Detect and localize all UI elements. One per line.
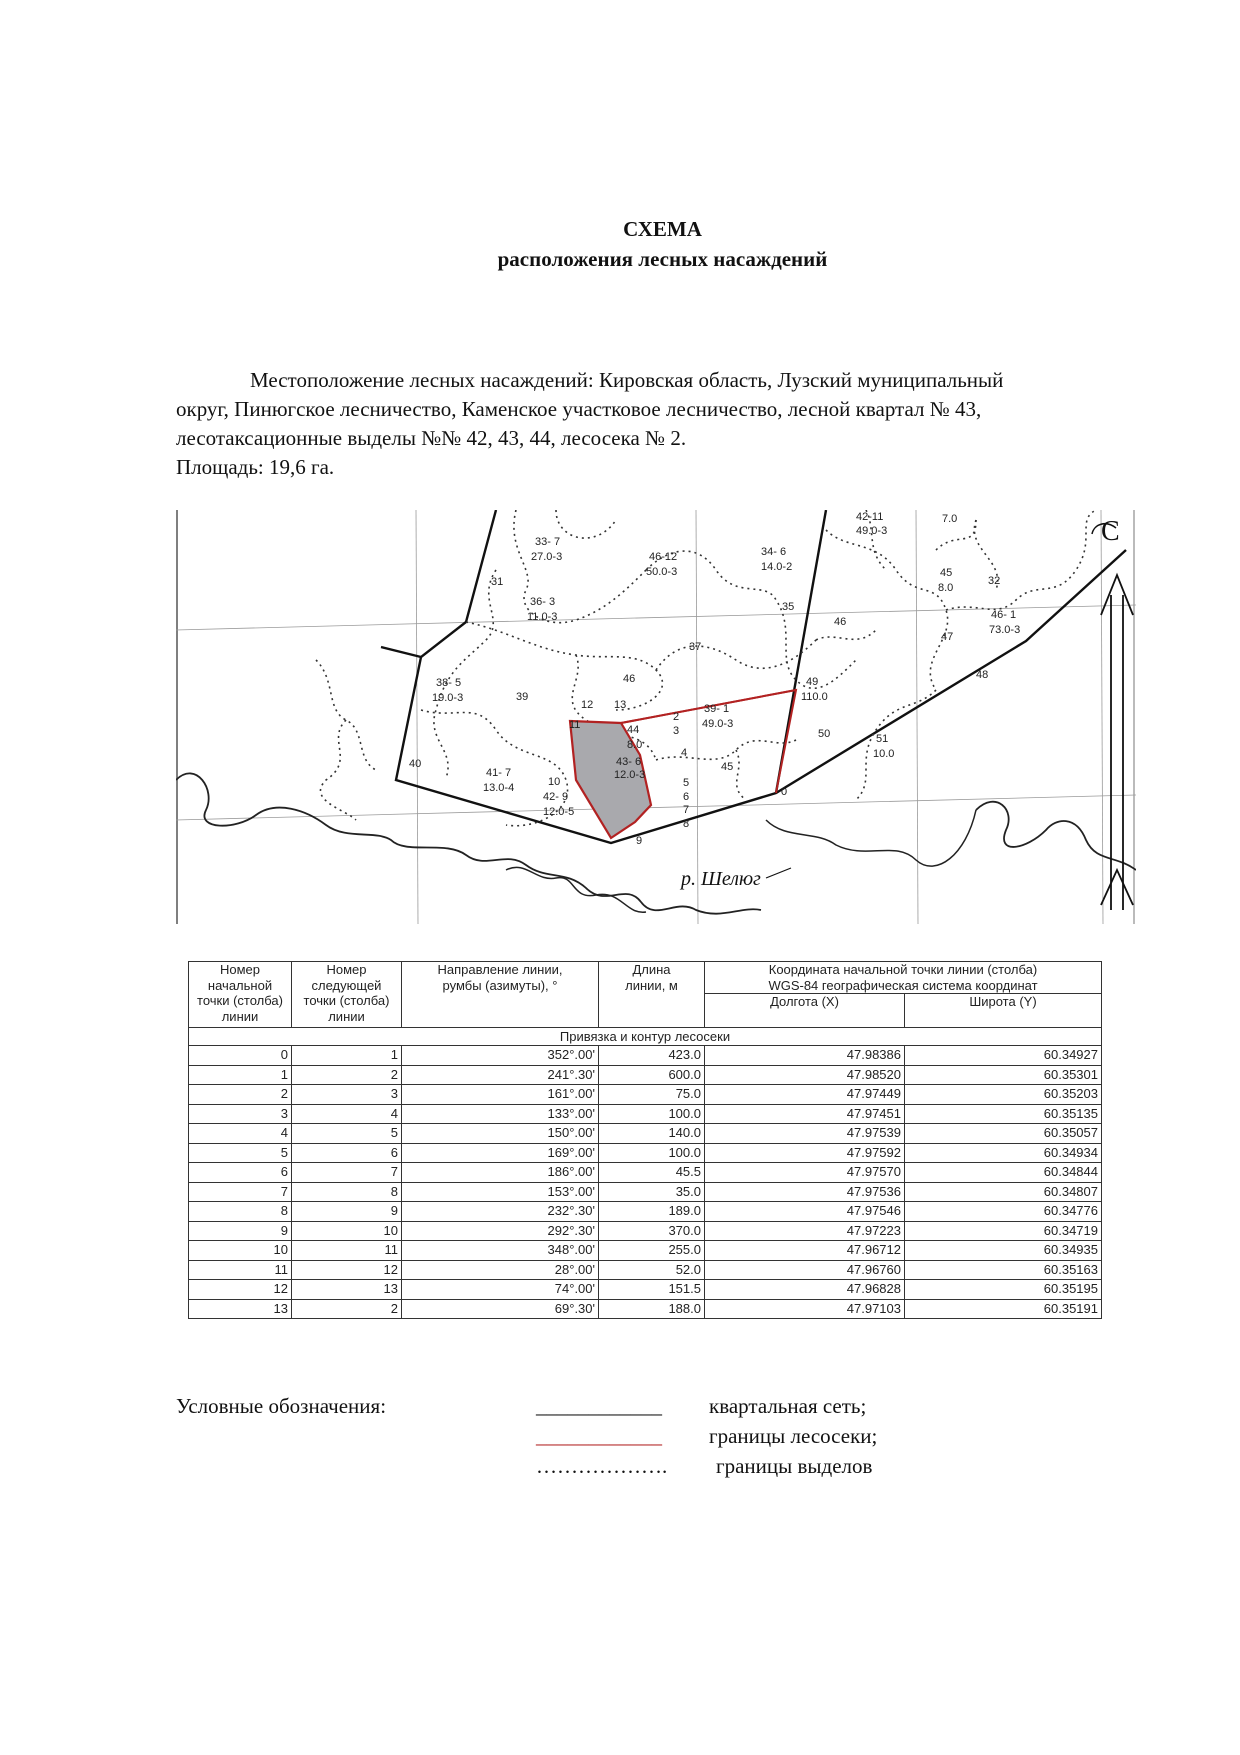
table-cell: 348°.00' [402, 1241, 599, 1261]
map-label: 11.0-3 [527, 611, 558, 623]
table-cell: 7 [292, 1163, 402, 1183]
table-cell: 133°.00' [402, 1104, 599, 1124]
table-cell: 2 [292, 1299, 402, 1319]
table-section-title: Привязка и контур лесосеки [189, 1028, 1102, 1046]
table-cell: 60.35135 [905, 1104, 1102, 1124]
table-cell: 47.96712 [705, 1241, 905, 1261]
table-cell: 60.35163 [905, 1260, 1102, 1280]
table-cell: 69°.30' [402, 1299, 599, 1319]
table-row [189, 1143, 1102, 1163]
table-cell: 153°.00' [402, 1182, 599, 1202]
table-cell: 47.97536 [705, 1182, 905, 1202]
map-label: 3 [673, 725, 680, 737]
legend-symbol-quarter: ____________ [536, 1394, 662, 1418]
map-label: 39 [516, 691, 529, 703]
map-label: 8 [683, 818, 690, 830]
map-label: 34- 6 [761, 546, 787, 558]
table-row [189, 1085, 1102, 1105]
table-cell: 1 [189, 1065, 292, 1085]
map-label: 50.0-3 [646, 566, 678, 578]
table-row [189, 1299, 1102, 1319]
table-cell: 140.0 [599, 1124, 705, 1144]
table-cell: 10 [292, 1221, 402, 1241]
table-cell: 423.0 [599, 1046, 705, 1066]
map-label: 50 [818, 728, 831, 740]
table-row [189, 1221, 1102, 1241]
table-cell: 60.34719 [905, 1221, 1102, 1241]
table-cell: 47.97103 [705, 1299, 905, 1319]
map-label: 45 [940, 567, 953, 579]
map-label: 46- 1 [991, 609, 1017, 621]
table-cell: 45.5 [599, 1163, 705, 1183]
table-cell: 6 [292, 1143, 402, 1163]
table-row [189, 1202, 1102, 1222]
table-cell: 189.0 [599, 1202, 705, 1222]
table-cell: 11 [189, 1260, 292, 1280]
table-cell: 47.98386 [705, 1046, 905, 1066]
map-label: 37 [689, 641, 702, 653]
location-line-1: Местоположение лесных насаждений: Кировская область, Лузский муниципальный [250, 368, 1004, 392]
map-label: 36- 3 [530, 596, 556, 608]
table-cell: 1 [292, 1046, 402, 1066]
table-cell: 5 [292, 1124, 402, 1144]
table-cell: 60.34844 [905, 1163, 1102, 1183]
legend-text-cut: границы лесосеки; [709, 1424, 878, 1448]
document-title: СХЕМА [623, 217, 702, 241]
map-label: 4 [681, 747, 688, 759]
map-label: 33- 7 [535, 536, 561, 548]
table-cell: 255.0 [599, 1241, 705, 1261]
table-cell: 4 [292, 1104, 402, 1124]
table-cell: 47.96828 [705, 1280, 905, 1300]
map-label: 47 [941, 631, 954, 643]
table-cell: 7 [189, 1182, 292, 1202]
table-cell: 60.34935 [905, 1241, 1102, 1261]
table-cell: 28°.00' [402, 1260, 599, 1280]
table-cell: 2 [292, 1065, 402, 1085]
table-cell: 13 [292, 1280, 402, 1300]
table-cell: 8 [292, 1182, 402, 1202]
area-text: Площадь: 19,6 га. [176, 455, 335, 479]
map-label: 10.0 [873, 748, 895, 760]
table-cell: 47.96760 [705, 1260, 905, 1280]
header-longitude: Долгота (X) [705, 994, 905, 1028]
table-cell: 60.34776 [905, 1202, 1102, 1222]
map-label: 32 [988, 575, 1001, 587]
map-label: 41- 7 [486, 767, 512, 779]
table-row [189, 1046, 1102, 1066]
table-cell: 60.34927 [905, 1046, 1102, 1066]
coordinates-table [188, 961, 1102, 1319]
table-cell: 4 [189, 1124, 292, 1144]
map-label: 46 [623, 673, 636, 685]
map-label: 31 [491, 576, 504, 588]
location-line-2: округ, Пинюгское лесничество, Каменское участковое лесничество, лесной квартал № 43, [176, 397, 982, 421]
table-cell: 60.35195 [905, 1280, 1102, 1300]
legend-symbol-cut: ____________ [536, 1424, 662, 1448]
table-cell: 186°.00' [402, 1163, 599, 1183]
map-label: 11 [569, 719, 581, 731]
map-label: 46-12 [649, 551, 678, 563]
table-cell: 9 [292, 1202, 402, 1222]
map-label: 39- 1 [704, 703, 730, 715]
map-label: 49 [806, 676, 819, 688]
table-cell: 100.0 [599, 1143, 705, 1163]
header-latitude: Широта (Y) [905, 994, 1102, 1028]
table-cell: 370.0 [599, 1221, 705, 1241]
table-cell: 8 [189, 1202, 292, 1222]
table-cell: 151.5 [599, 1280, 705, 1300]
table-cell: 47.97451 [705, 1104, 905, 1124]
river-label: р. Шелюг [681, 868, 761, 890]
table-cell: 5 [189, 1143, 292, 1163]
map-label: 40 [409, 758, 422, 770]
legend-text-compartment: границы выделов [716, 1454, 873, 1478]
table-cell: 6 [189, 1163, 292, 1183]
header-length: Длина линии, м [599, 962, 705, 1028]
table-cell: 12 [189, 1280, 292, 1300]
table-cell: 292°.30' [402, 1221, 599, 1241]
map-label: 12 [581, 699, 594, 711]
table-cell: 2 [189, 1085, 292, 1105]
table-cell: 47.97592 [705, 1143, 905, 1163]
map-label: 12.0-5 [543, 806, 575, 818]
map-label: 2 [673, 711, 680, 723]
map-label: 9 [636, 835, 643, 847]
forest-plot-map [176, 510, 1136, 924]
map-label: 6 [683, 791, 690, 803]
table-cell: 9 [189, 1221, 292, 1241]
map-label: 42-11 [856, 511, 884, 523]
map-label: 10 [548, 776, 561, 788]
table-cell: 47.97539 [705, 1124, 905, 1144]
map-label: 49.0-3 [702, 718, 734, 730]
table-cell: 161°.00' [402, 1085, 599, 1105]
location-line-3: лесотаксационные выделы №№ 42, 43, 44, лесосека № 2. [176, 426, 687, 450]
table-cell: 47.97449 [705, 1085, 905, 1105]
table-cell: 52.0 [599, 1260, 705, 1280]
table-row [189, 1280, 1102, 1300]
table-cell: 47.97223 [705, 1221, 905, 1241]
table-row [189, 1241, 1102, 1261]
map-label: 19.0-3 [432, 692, 464, 704]
map-label: 43- 6 [616, 756, 642, 768]
map-label: 42- 9 [543, 791, 569, 803]
map-label: 45 [721, 761, 734, 773]
map-label: 73.0-3 [989, 624, 1021, 636]
north-label: С [1101, 516, 1120, 547]
map-label: 48 [976, 669, 989, 681]
table-row [189, 1104, 1102, 1124]
table-cell: 75.0 [599, 1085, 705, 1105]
map-label: 46 [834, 616, 847, 628]
map-label: 51 [876, 733, 889, 745]
table-cell: 241°.30' [402, 1065, 599, 1085]
header-coordinates: Координата начальной точки линии (столба) WGS-84 географическая система координат [705, 962, 1102, 994]
legend-title: Условные обозначения: [176, 1394, 387, 1418]
map-label: 49.0-3 [856, 525, 888, 537]
map-label: 38- 5 [436, 677, 462, 689]
map-label: 0 [781, 786, 788, 798]
legend-symbol-compartment: ………………. [536, 1454, 668, 1478]
table-cell: 150°.00' [402, 1124, 599, 1144]
table-cell: 60.35203 [905, 1085, 1102, 1105]
table-row [189, 1065, 1102, 1085]
map-label: 35 [782, 601, 795, 613]
table-cell: 188.0 [599, 1299, 705, 1319]
table-cell: 47.97546 [705, 1202, 905, 1222]
table-cell: 35.0 [599, 1182, 705, 1202]
table-cell: 13 [189, 1299, 292, 1319]
map-label: 7.0 [942, 513, 958, 525]
map-label: 12.0-3 [614, 769, 646, 781]
table-cell: 60.34807 [905, 1182, 1102, 1202]
table-cell: 0 [189, 1046, 292, 1066]
table-cell: 100.0 [599, 1104, 705, 1124]
map-label: 8.0 [938, 582, 954, 594]
map-label: 7 [683, 804, 690, 816]
table-cell: 60.35191 [905, 1299, 1102, 1319]
table-cell: 47.97570 [705, 1163, 905, 1183]
map-label: 5 [683, 777, 690, 789]
table-row [189, 1260, 1102, 1280]
table-cell: 12 [292, 1260, 402, 1280]
map-label: 110.0 [801, 691, 828, 703]
table-cell: 60.35057 [905, 1124, 1102, 1144]
header-direction: Направление линии, румбы (азимуты), ° [402, 962, 599, 1028]
table-cell: 10 [189, 1241, 292, 1261]
table-cell: 3 [292, 1085, 402, 1105]
table-row [189, 1124, 1102, 1144]
header-next-point: Номер следующей точки (столба) линии [292, 962, 402, 1028]
table-cell: 3 [189, 1104, 292, 1124]
document-subtitle: расположения лесных насаждений [497, 247, 828, 271]
table-cell: 74°.00' [402, 1280, 599, 1300]
table-row [189, 1182, 1102, 1202]
table-cell: 60.35301 [905, 1065, 1102, 1085]
table-cell: 232°.30' [402, 1202, 599, 1222]
table-cell: 600.0 [599, 1065, 705, 1085]
table-cell: 11 [292, 1241, 402, 1261]
table-cell: 352°.00' [402, 1046, 599, 1066]
map-label: 13.0-4 [483, 782, 515, 794]
table-cell: 169°.00' [402, 1143, 599, 1163]
map-label: 44 [627, 724, 640, 736]
map-label: 14.0-2 [761, 561, 793, 573]
map-label: 13 [614, 699, 627, 711]
header-start-point: Номер начальной точки (столба) линии [189, 962, 292, 1028]
map-label: 27.0-3 [531, 551, 563, 563]
map-label: 8.0 [627, 739, 643, 751]
table-cell: 60.34934 [905, 1143, 1102, 1163]
table-row [189, 1163, 1102, 1183]
legend-text-quarter: квартальная сеть; [709, 1394, 867, 1418]
table-cell: 47.98520 [705, 1065, 905, 1085]
